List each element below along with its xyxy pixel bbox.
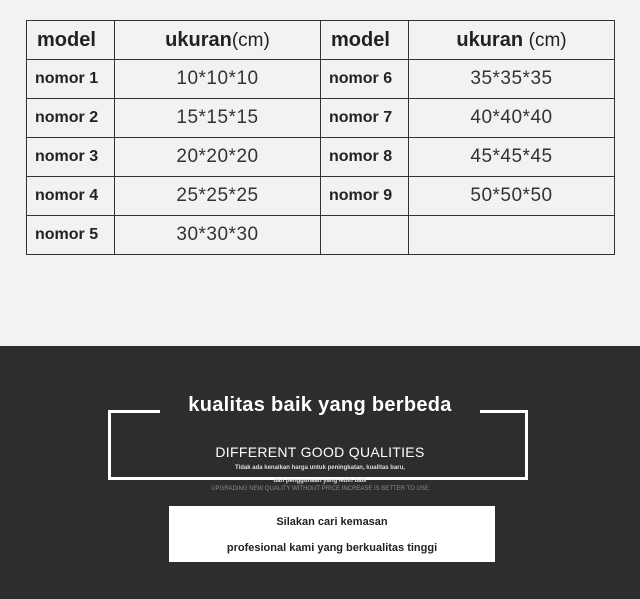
- frame-top-right-line: [480, 410, 528, 413]
- banner-small-text: Tidak ada kenaikan harga untuk peningkatan, kualitas baru,: [235, 465, 405, 471]
- size-table: [26, 20, 615, 255]
- size-cell: 25*25*25: [115, 177, 321, 216]
- model-cell: nomor 9: [321, 177, 409, 216]
- model-cell: nomor 3: [27, 138, 115, 177]
- size-cell: 30*30*30: [115, 216, 321, 255]
- size-header: [409, 21, 615, 60]
- table-row: [27, 138, 615, 177]
- size-header-label: ukuran: [456, 28, 524, 51]
- size-header-label: ukuran: [165, 28, 232, 51]
- banner-subtitle: DIFFERENT GOOD QUALITIES: [215, 444, 425, 460]
- packaging-note-line: profesional kami yang berkualitas tinggi: [226, 542, 438, 554]
- model-cell: nomor 2: [27, 99, 115, 138]
- frame-top-left-line: [108, 410, 160, 413]
- model-header: model: [321, 21, 409, 60]
- size-cell: 50*50*50: [409, 177, 615, 216]
- size-cell: 10*10*10: [115, 60, 321, 99]
- size-cell: 45*45*45: [409, 138, 615, 177]
- table-header-row: [27, 21, 615, 60]
- table-row: [27, 60, 615, 99]
- size-cell-empty: [409, 216, 615, 255]
- model-cell: nomor 5: [27, 216, 115, 255]
- table-row: [27, 177, 615, 216]
- model-cell-empty: [321, 216, 409, 255]
- model-cell: nomor 1: [27, 60, 115, 99]
- size-cell: 20*20*20: [115, 138, 321, 177]
- size-cell: 40*40*40: [409, 99, 615, 138]
- size-cell: 15*15*15: [115, 99, 321, 138]
- table-row: [27, 216, 615, 255]
- model-header: model: [27, 21, 115, 60]
- size-header-unit: (cm): [528, 29, 567, 51]
- packaging-note-line: Silakan cari kemasan: [276, 516, 388, 528]
- banner-small-text: dan penggunaan yang lebih baik: [273, 478, 367, 484]
- banner-title: kualitas baik yang berbeda: [188, 394, 452, 416]
- model-cell: nomor 7: [321, 99, 409, 138]
- model-cell: nomor 6: [321, 60, 409, 99]
- model-cell: nomor 8: [321, 138, 409, 177]
- size-header: [115, 21, 321, 60]
- size-header-unit: (cm): [231, 29, 270, 51]
- size-cell: 35*35*35: [409, 60, 615, 99]
- banner-small-text: UPGRADING NEW QUALITY WITHOUT PRICE INCREASE IS BETTER TO USE: [211, 486, 429, 492]
- model-cell: nomor 4: [27, 177, 115, 216]
- table-row: [27, 99, 615, 138]
